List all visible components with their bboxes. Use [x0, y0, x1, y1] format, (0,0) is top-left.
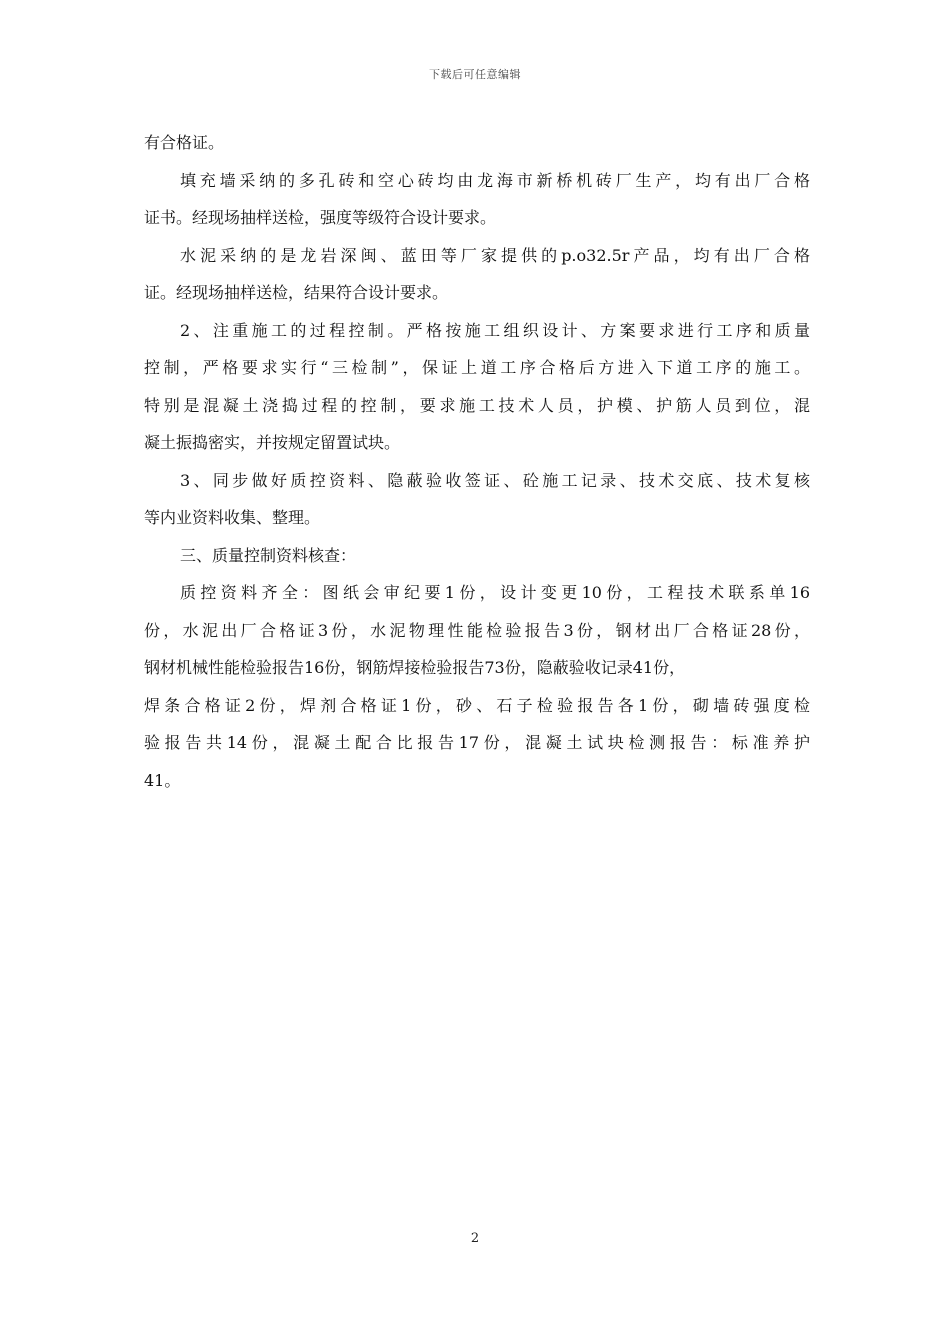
paragraph-line: 证。经现场抽样送检，结果符合设计要求。 — [144, 283, 449, 302]
page-number: 2 — [470, 1231, 480, 1246]
paragraph-line: 控制，严格要求实行“三检制”，保证上道工序合格后方进入下道工序的施工。 — [144, 358, 810, 377]
paragraph-line: 凝土振捣密实，并按规定留置试块。 — [144, 433, 401, 452]
paragraph-line: 钢材机械性能检验报告16份，钢筋焊接检验报告73份，隐蔽验收记录41份， — [144, 658, 686, 677]
paragraph-line: 等内业资料收集、整理。 — [144, 508, 321, 527]
paragraph-line: 填充墙采纳的多孔砖和空心砖均由龙海市新桥机砖厂生产，均有出厂合格 — [180, 170, 810, 190]
paragraph-line: 3、同步做好质控资料、隐蔽验收签证、砼施工记录、技术交底、技术复核 — [180, 470, 810, 490]
paragraph-line: 证书。经现场抽样送检，强度等级符合设计要求。 — [144, 208, 497, 227]
document-body — [144, 124, 810, 799]
paragraph-line: 份，水泥出厂合格证3份，水泥物理性能检验报告3份，钢材出厂合格证28份， — [144, 620, 810, 640]
paragraph-line: 有合格证。 — [144, 133, 225, 152]
paragraph-line: 41。 — [144, 770, 181, 790]
paragraph-line: 质控资料齐全：图纸会审纪要1份，设计变更10份，工程技术联系单16 — [180, 583, 810, 602]
paragraph-line: 水泥采纳的是龙岩深闽、蓝田等厂家提供的p.o32.5r产品，均有出厂合格 — [180, 245, 810, 265]
paragraph-line: 2、注重施工的过程控制。严格按施工组织设计、方案要求进行工序和质量 — [180, 320, 810, 340]
paragraph-line: 焊条合格证2份，焊剂合格证1份，砂、石子检验报告各1份，砌墙砖强度检 — [144, 695, 810, 715]
section-heading: 三、质量控制资料核查： — [180, 545, 357, 565]
paragraph-line: 验报告共14份，混凝土配合比报告17份，混凝土试块检测报告：标准养护 — [144, 733, 810, 752]
page-header: 下载后可任意编辑 — [429, 68, 521, 81]
paragraph-line: 特别是混凝土浇捣过程的控制，要求施工技术人员，护模、护筋人员到位，混 — [144, 395, 810, 415]
